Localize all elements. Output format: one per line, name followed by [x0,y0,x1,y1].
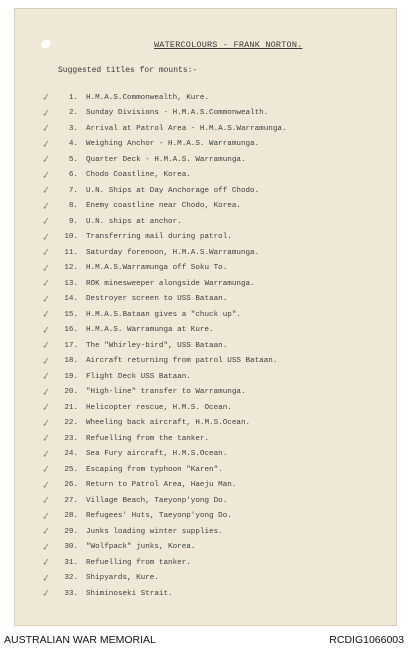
item-number: 12. [64,264,78,273]
item-text: U.N. ships at anchor. [86,217,182,226]
item-text: Refuelling from the tanker. [86,434,210,443]
list-item [42,137,392,153]
item-number: 9. [68,217,78,226]
checkmark-icon: ✓ [41,557,52,570]
item-number: 32. [64,574,78,583]
item-number: 18. [64,357,78,366]
item-text: ROK minesweeper alongside Warramunga. [86,279,255,288]
list-item [42,416,392,432]
item-number: 8. [68,202,78,211]
list-item [42,385,392,401]
footer-bar [0,626,408,653]
titles-list [42,90,392,602]
item-number: 19. [64,372,78,381]
checkmark-icon: ✓ [41,107,52,120]
list-item [42,261,392,277]
item-number: 6. [68,171,78,180]
list-item [42,447,392,463]
item-text: Return to Patrol Area, Haeju Man. [86,481,237,490]
list-item [42,540,392,556]
checkmark-icon: ✓ [41,293,52,306]
intro-text: Suggested titles for mounts:- [58,66,198,75]
item-number: 10. [64,233,78,242]
checkmark-icon: ✓ [41,510,52,523]
checkmark-icon: ✓ [41,123,52,136]
item-number: 24. [64,450,78,459]
checkmark-icon: ✓ [41,433,52,446]
item-number: 16. [64,326,78,335]
item-number: 22. [64,419,78,428]
list-item [42,524,392,540]
list-item [42,493,392,509]
list-item [42,354,392,370]
item-text: Saturday forenoon, H.M.A.S.Warramunga. [86,248,260,257]
checkmark-icon: ✓ [41,216,52,229]
checkmark-icon: ✓ [41,417,52,430]
checkmark-icon: ✓ [41,200,52,213]
punch-hole [40,38,52,49]
item-text: Helicopter rescue, H.M.S. Ocean. [86,403,232,412]
checkmark-icon: ✓ [41,386,52,399]
checkmark-icon: ✓ [41,495,52,508]
checkmark-icon: ✓ [41,371,52,384]
footer-record-id: RCDIG1066003 [329,633,404,646]
document-title: WATERCOLOURS - FRANK NORTON. [154,40,303,50]
list-item [42,478,392,494]
list-item [42,90,392,106]
item-text: Enemy coastline near Chodo, Korea. [86,202,241,211]
checkmark-icon: ✓ [41,138,52,151]
item-text: Refugees' Huts, Taeyonp'yong Do. [86,512,232,521]
checkmark-icon: ✓ [41,324,52,337]
item-text: The "Whirley-bird", USS Bataan. [86,341,228,350]
item-number: 23. [64,434,78,443]
checkmark-icon: ✓ [41,541,52,554]
item-number: 27. [64,496,78,505]
item-number: 25. [64,465,78,474]
item-number: 5. [68,155,78,164]
list-item [42,245,392,261]
item-text: H.M.A.S.Bataan gives a "chuck up". [86,310,241,319]
checkmark-icon: ✓ [41,247,52,260]
item-number: 31. [64,558,78,567]
list-item [42,152,392,168]
checkmark-icon: ✓ [41,185,52,198]
item-number: 11. [64,248,78,257]
list-item [42,555,392,571]
item-number: 14. [64,295,78,304]
item-number: 29. [64,527,78,536]
checkmark-icon: ✓ [41,479,52,492]
item-text: "High-line" transfer to Warramunga. [86,388,246,397]
item-number: 4. [68,140,78,149]
item-text: Chodo Coastline, Korea. [86,171,191,180]
checkmark-icon: ✓ [41,526,52,539]
list-item [42,214,392,230]
item-number: 33. [64,589,78,598]
item-text: Arrival at Patrol Area - H.M.A.S.Warramunga. [86,124,287,133]
checkmark-icon: ✓ [41,340,52,353]
item-text: Wheeling back aircraft, H.M.S.Ocean. [86,419,251,428]
checkmark-icon: ✓ [41,402,52,415]
list-item [42,369,392,385]
item-number: 1. [68,93,78,102]
item-text: H.M.A.S. Warramunga at Kure. [86,326,214,335]
checkmark-icon: ✓ [41,169,52,182]
item-text: U.N. Ships at Day Anchorage off Chodo. [86,186,260,195]
list-item [42,338,392,354]
item-number: 15. [64,310,78,319]
item-number: 17. [64,341,78,350]
list-item [42,276,392,292]
list-item [42,168,392,184]
item-text: "Wolfpack" junks, Korea. [86,543,196,552]
checkmark-icon: ✓ [41,278,52,291]
list-item [42,431,392,447]
item-text: H.M.A.S.Warramunga off Soku To. [86,264,228,273]
item-text: Transferring mail during patrol. [86,233,232,242]
item-text: Quarter Deck - H.M.A.S. Warramunga. [86,155,246,164]
checkmark-icon: ✓ [41,262,52,275]
item-text: Shiminoseki Strait. [86,589,173,598]
item-text: Aircraft returning from patrol USS Bataan. [86,357,278,366]
item-text: Sunday Divisions - H.M.A.S.Commonwealth. [86,109,269,118]
item-number: 20. [64,388,78,397]
item-number: 13. [64,279,78,288]
list-item [42,323,392,339]
item-text: Refuelling from tanker. [86,558,191,567]
list-item [42,292,392,308]
item-number: 26. [64,481,78,490]
item-text: Flight Deck USS Bataan. [86,372,191,381]
item-number: 21. [64,403,78,412]
checkmark-icon: ✓ [41,464,52,477]
list-item [42,199,392,215]
item-text: Destroyer screen to USS Bataan. [86,295,228,304]
item-text: Shipyards, Kure. [86,574,159,583]
list-item [42,400,392,416]
list-item [42,183,392,199]
list-item [42,509,392,525]
item-text: Junks loading winter supplies. [86,527,223,536]
item-number: 28. [64,512,78,521]
checkmark-icon: ✓ [41,92,52,105]
list-item [42,571,392,587]
list-item [42,586,392,602]
item-number: 3. [68,124,78,133]
item-text: Sea Fury aircraft, H.M.S.Ocean. [86,450,228,459]
checkmark-icon: ✓ [41,355,52,368]
item-text: Weighing Anchor - H.M.A.S. Warramunga. [86,140,260,149]
list-item [42,462,392,478]
checkmark-icon: ✓ [41,572,52,585]
item-text: Escaping from typhoon "Karen". [86,465,223,474]
footer-institution: AUSTRALIAN WAR MEMORIAL [4,633,156,646]
item-text: H.M.A.S.Commonwealth, Kure. [86,93,210,102]
item-number: 2. [68,109,78,118]
list-item [42,121,392,137]
list-item [42,106,392,122]
item-number: 7. [68,186,78,195]
item-number: 30. [64,543,78,552]
checkmark-icon: ✓ [41,231,52,244]
list-item [42,307,392,323]
checkmark-icon: ✓ [41,154,52,167]
list-item [42,230,392,246]
checkmark-icon: ✓ [41,448,52,461]
checkmark-icon: ✓ [41,309,52,322]
item-text: Village Beach, Taeyonp'yong Do. [86,496,228,505]
document-page [14,8,397,626]
checkmark-icon: ✓ [41,588,52,601]
